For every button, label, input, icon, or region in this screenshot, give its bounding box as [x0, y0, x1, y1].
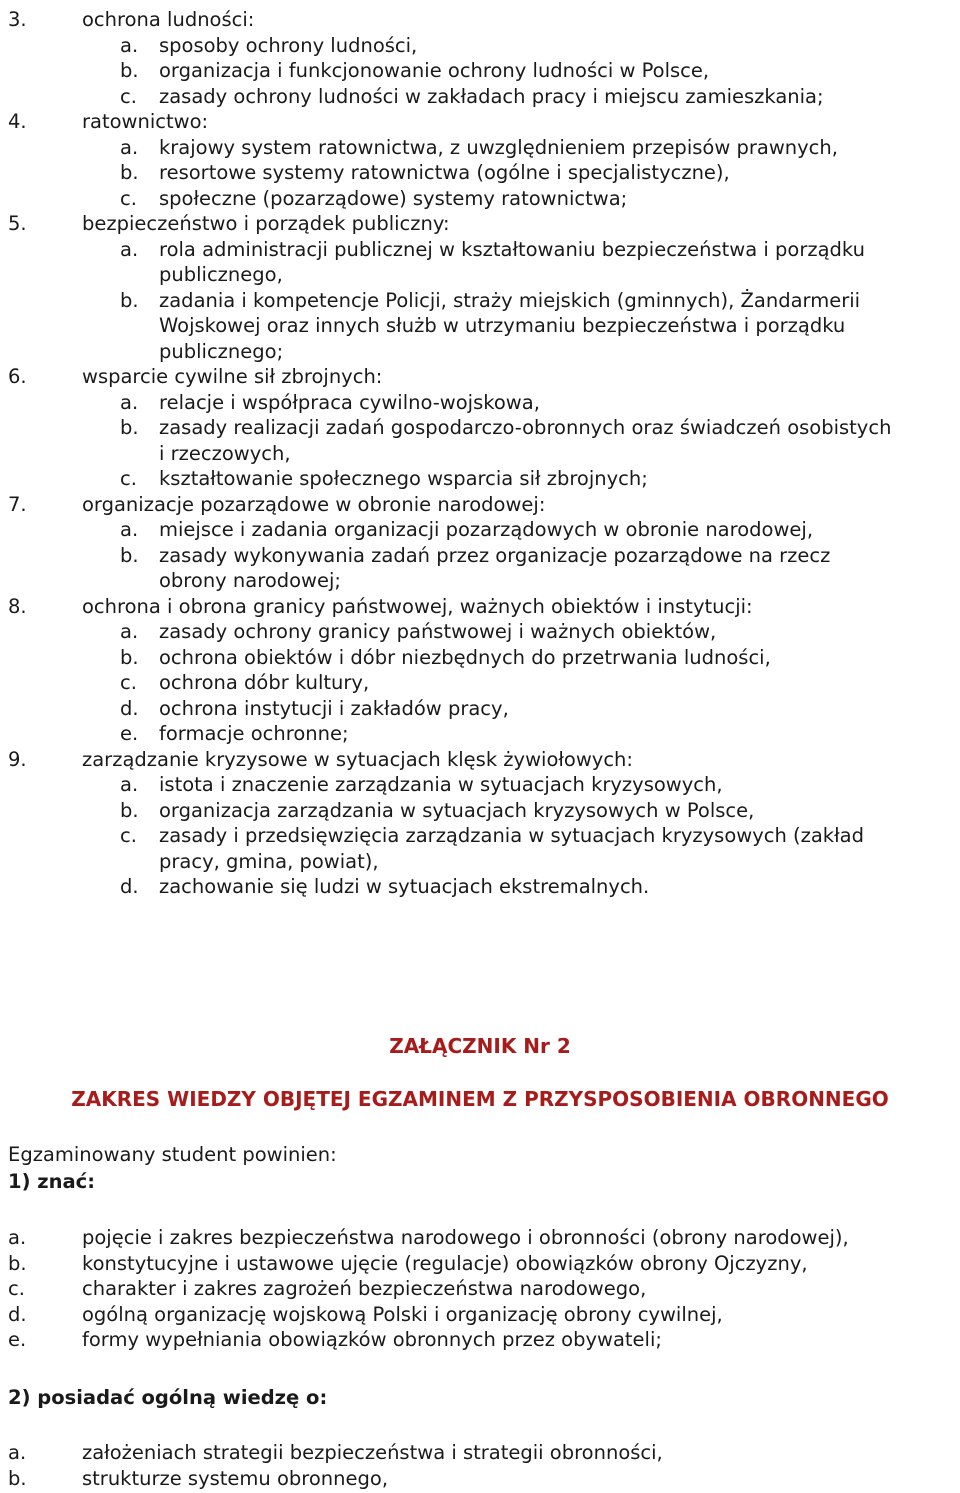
- sub-item-text: zasady ochrony ludności w zakładach pracy i miejscu zamieszkania;: [159, 84, 824, 108]
- item-text: założeniach strategii bezpieczeństwa i strategii obronności,: [82, 1441, 663, 1464]
- section-title: wsparcie cywilne sił zbrojnych:: [82, 365, 383, 388]
- item-number: 9.: [8, 747, 27, 771]
- sub-item-letter: d.: [120, 875, 139, 898]
- sub-item-text: resortowe systemy ratownictwa (ogólne i specjalistyczne),: [159, 161, 730, 184]
- item-letter: a.: [8, 1441, 27, 1464]
- section-title: ochrona ludności:: [82, 8, 255, 31]
- item-letter: d.: [8, 1302, 27, 1326]
- sub-item-text: rola administracji publicznej w kształtowaniu bezpieczeństwa i porządku: [159, 237, 865, 261]
- sub-item-letter: a.: [120, 237, 139, 261]
- sub-item-text: miejsce i zadania organizacji pozarządowych w obronie narodowej,: [159, 518, 814, 541]
- sub-item-text: krajowy system ratownictwa, z uwzględnieniem przepisów prawnych,: [159, 135, 838, 159]
- section-title: ochrona i obrona granicy państwowej, ważnych obiektów i instytucji:: [82, 594, 753, 618]
- item-number: 6.: [8, 365, 27, 388]
- item-number: 7.: [8, 492, 27, 516]
- sub-item-text: kształtowanie społecznego wsparcia sił zbrojnych;: [159, 467, 648, 490]
- sub-item-letter: d.: [120, 696, 139, 720]
- sub-item-text: zasady ochrony granicy państwowej i ważnych obiektów,: [159, 620, 717, 643]
- sub-item-letter: b.: [120, 416, 139, 439]
- sub-item-text: zadania i kompetencje Policji, straży miejskich (gminnych), Żandarmerii: [159, 288, 861, 312]
- section1-heading: 1) znać:: [8, 1170, 96, 1193]
- item-number: 5.: [8, 212, 27, 235]
- sub-item-letter: b.: [120, 161, 139, 184]
- sub-item-text: obrony narodowej;: [159, 569, 341, 592]
- sub-item-text: pracy, gmina, powiat),: [159, 849, 379, 873]
- item-number: 4.: [8, 110, 27, 133]
- sub-item-text: formacje ochronne;: [159, 722, 349, 745]
- sub-item-letter: a.: [120, 773, 139, 796]
- section-title: organizacje pozarządowe w obronie narodowej:: [82, 492, 546, 516]
- sub-item-text: sposoby ochrony ludności,: [159, 33, 418, 57]
- exam-intro: Egzaminowany student powinien:: [8, 1143, 337, 1166]
- sub-item-letter: c.: [120, 84, 137, 108]
- section-title: bezpieczeństwo i porządek publiczny:: [82, 212, 450, 235]
- item-letter: e.: [8, 1328, 27, 1351]
- sub-item-text: relacje i współpraca cywilno-wojskowa,: [159, 390, 540, 414]
- sub-item-letter: a.: [120, 390, 139, 414]
- sub-item-text: publicznego,: [159, 263, 283, 286]
- item-text: konstytucyjne i ustawowe ujęcie (regulacje) obowiązków obrony Ojczyzny,: [82, 1251, 808, 1275]
- sub-item-letter: b.: [120, 543, 139, 567]
- sub-item-letter: e.: [120, 722, 139, 745]
- sub-item-letter: c.: [120, 467, 137, 490]
- sub-item-text: publicznego;: [159, 339, 284, 363]
- sub-item-text: ochrona instytucji i zakładów pracy,: [159, 696, 509, 720]
- section-title: ratownictwo:: [82, 110, 209, 133]
- sub-item-letter: c.: [120, 186, 137, 210]
- item-letter: b.: [8, 1466, 27, 1490]
- annex-title: ZAŁĄCZNIK Nr 2: [389, 1034, 571, 1058]
- sub-item-text: ochrona dóbr kultury,: [159, 671, 370, 694]
- sub-item-letter: c.: [120, 824, 137, 847]
- item-text: charakter i zakres zagrożeń bezpieczeństwa narodowego,: [82, 1277, 647, 1300]
- item-number: 8.: [8, 594, 27, 618]
- section-title: zarządzanie kryzysowe w sytuacjach klęsk żywiołowych:: [82, 747, 633, 771]
- sub-item-letter: b.: [120, 59, 139, 82]
- sub-item-letter: a.: [120, 518, 139, 541]
- sub-item-text: organizacja zarządzania w sytuacjach kryzysowych w Polsce,: [159, 798, 755, 822]
- sub-item-text: zachowanie się ludzi w sytuacjach ekstremalnych.: [159, 875, 650, 898]
- item-number: 3.: [8, 8, 27, 31]
- sub-item-text: społeczne (pozarządowe) systemy ratownictwa;: [159, 186, 628, 210]
- item-text: formy wypełniania obowiązków obronnych przez obywateli;: [82, 1328, 662, 1351]
- sub-item-letter: b.: [120, 798, 139, 822]
- sub-item-letter: c.: [120, 671, 137, 694]
- sub-item-text: zasady realizacji zadań gospodarczo-obronnych oraz świadczeń osobistych: [159, 416, 892, 439]
- sub-item-text: zasady i przedsięwzięcia zarządzania w sytuacjach kryzysowych (zakład: [159, 824, 864, 847]
- sub-item-letter: a.: [120, 33, 139, 57]
- sub-item-letter: a.: [120, 620, 139, 643]
- sub-item-text: organizacja i funkcjonowanie ochrony ludności w Polsce,: [159, 59, 710, 82]
- sub-item-text: zasady wykonywania zadań przez organizacje pozarządowe na rzecz: [159, 543, 831, 567]
- sub-item-text: Wojskowej oraz innych służb w utrzymaniu bezpieczeństwa i porządku: [159, 314, 846, 337]
- sub-item-letter: b.: [120, 645, 139, 669]
- annex-subtitle: ZAKRES WIEDZY OBJĘTEJ EGZAMINEM Z PRZYSPOSOBIENIA OBRONNEGO: [71, 1087, 889, 1111]
- sub-item-text: i rzeczowych,: [159, 441, 291, 465]
- sub-item-text: ochrona obiektów i dóbr niezbędnych do przetrwania ludności,: [159, 645, 771, 669]
- section2-heading: 2) posiadać ogólną wiedzę o:: [8, 1386, 328, 1409]
- item-letter: b.: [8, 1251, 27, 1275]
- item-text: pojęcie i zakres bezpieczeństwa narodowego i obronności (obrony narodowej),: [82, 1226, 849, 1249]
- sub-item-letter: a.: [120, 135, 139, 159]
- item-text: strukturze systemu obronnego,: [82, 1466, 389, 1490]
- sub-item-letter: b.: [120, 288, 139, 312]
- item-text: ogólną organizację wojskową Polski i organizację obrony cywilnej,: [82, 1302, 723, 1326]
- item-letter: c.: [8, 1277, 25, 1300]
- item-letter: a.: [8, 1226, 27, 1249]
- sub-item-text: istota i znaczenie zarządzania w sytuacjach kryzysowych,: [159, 773, 723, 796]
